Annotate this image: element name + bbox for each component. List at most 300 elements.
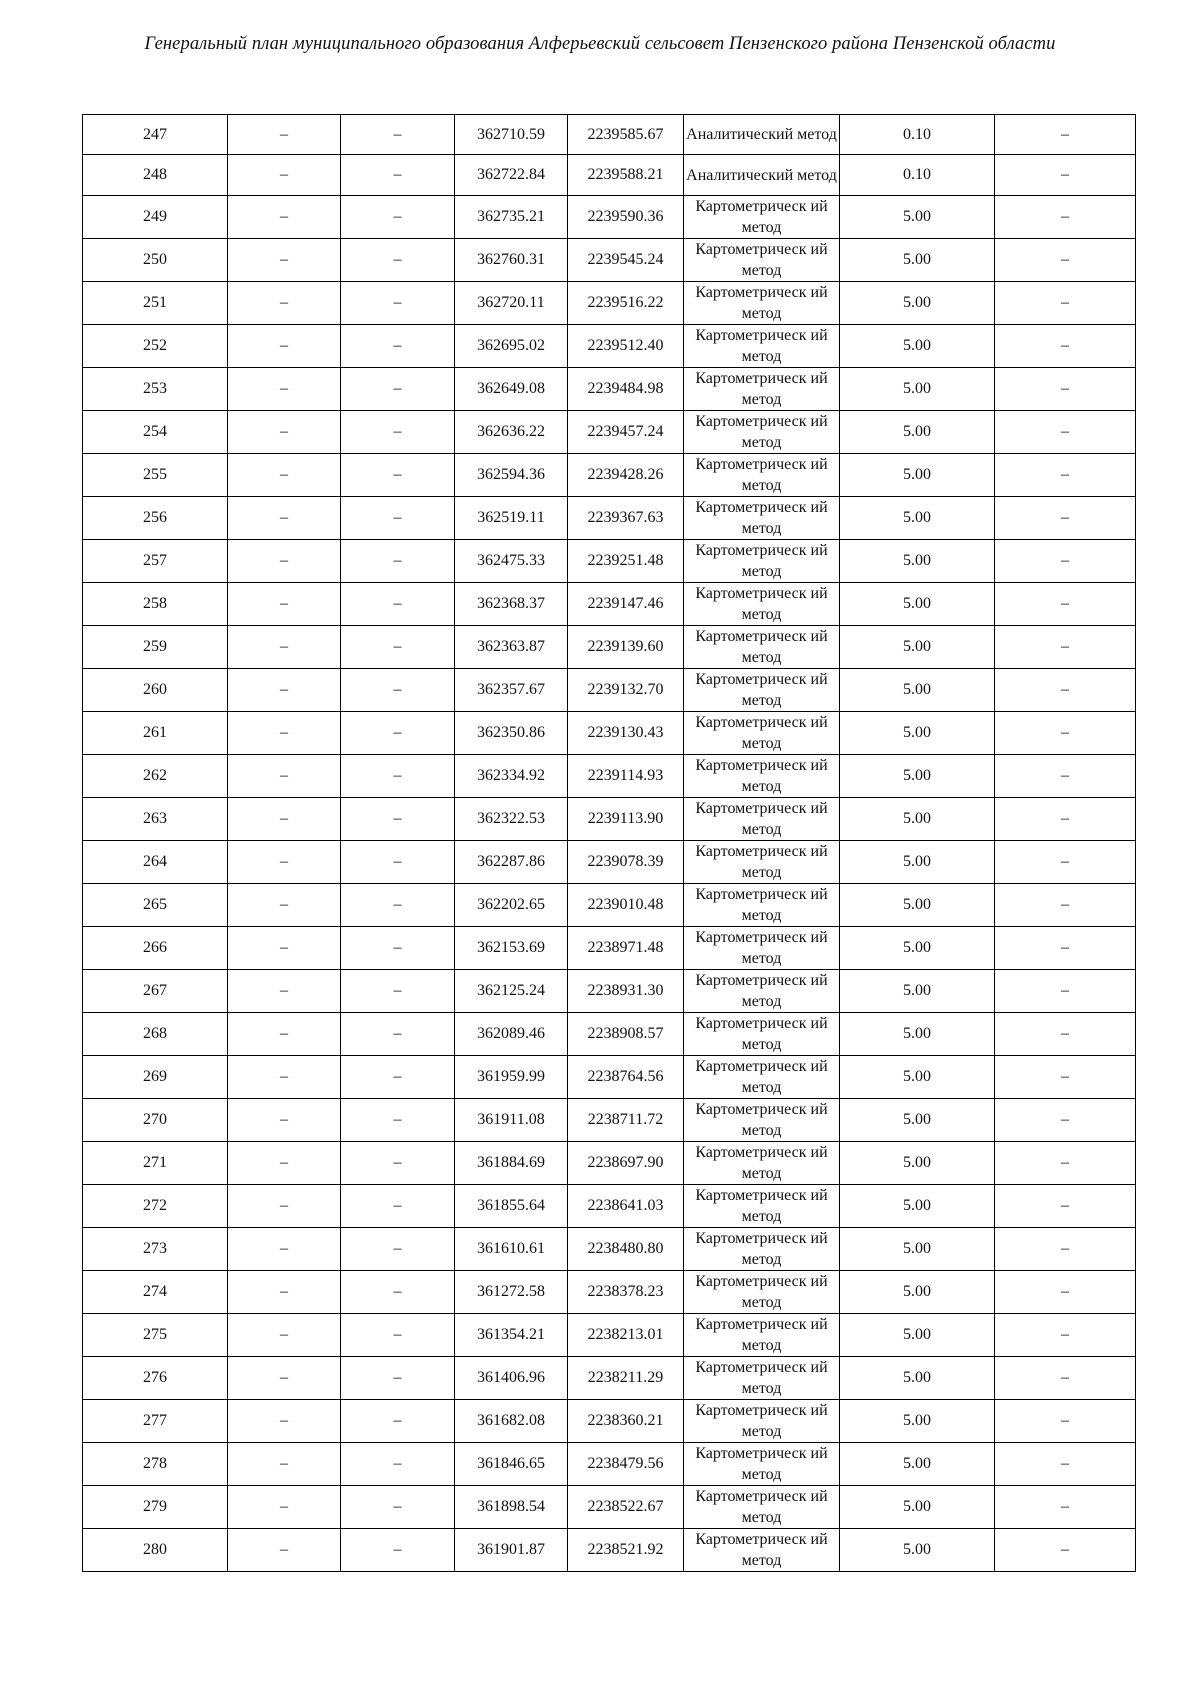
empty-cell: – — [228, 1442, 341, 1485]
point-number-cell: 253 — [83, 367, 228, 410]
empty-cell: – — [995, 840, 1136, 883]
empty-cell: – — [228, 1356, 341, 1399]
x-coordinate-cell: 362350.86 — [455, 711, 568, 754]
empty-cell: – — [995, 668, 1136, 711]
empty-cell: – — [228, 1141, 341, 1184]
x-coordinate-cell: 361901.87 — [455, 1528, 568, 1571]
method-cell: Картометрическ ий метод — [684, 797, 840, 840]
y-coordinate-cell: 2239078.39 — [568, 840, 684, 883]
empty-cell: – — [228, 797, 341, 840]
point-number-cell: 251 — [83, 281, 228, 324]
x-coordinate-cell: 362334.92 — [455, 754, 568, 797]
point-number-cell: 257 — [83, 539, 228, 582]
empty-cell: – — [995, 155, 1136, 195]
x-coordinate-cell: 361682.08 — [455, 1399, 568, 1442]
empty-cell: – — [995, 1442, 1136, 1485]
precision-cell: 5.00 — [840, 625, 995, 668]
x-coordinate-cell: 361884.69 — [455, 1141, 568, 1184]
table-row — [83, 1141, 1136, 1184]
y-coordinate-cell: 2239132.70 — [568, 668, 684, 711]
table-row — [83, 1485, 1136, 1528]
y-coordinate-cell: 2238697.90 — [568, 1141, 684, 1184]
empty-cell: – — [995, 115, 1136, 155]
empty-cell: – — [995, 1098, 1136, 1141]
table-row — [83, 453, 1136, 496]
table-row — [83, 195, 1136, 238]
empty-cell: – — [341, 238, 455, 281]
empty-cell: – — [995, 1055, 1136, 1098]
method-cell: Картометрическ ий метод — [684, 969, 840, 1012]
empty-cell: – — [995, 367, 1136, 410]
precision-cell: 5.00 — [840, 281, 995, 324]
x-coordinate-cell: 361911.08 — [455, 1098, 568, 1141]
point-number-cell: 258 — [83, 582, 228, 625]
y-coordinate-cell: 2239516.22 — [568, 281, 684, 324]
empty-cell: – — [341, 115, 455, 155]
point-number-cell: 280 — [83, 1528, 228, 1571]
empty-cell: – — [228, 1270, 341, 1313]
table-row — [83, 1098, 1136, 1141]
method-cell: Картометрическ ий метод — [684, 1184, 840, 1227]
empty-cell: – — [228, 926, 341, 969]
empty-cell: – — [995, 195, 1136, 238]
y-coordinate-cell: 2239512.40 — [568, 324, 684, 367]
point-number-cell: 265 — [83, 883, 228, 926]
empty-cell: – — [341, 1227, 455, 1270]
method-cell: Картометрическ ий метод — [684, 711, 840, 754]
table-row — [83, 367, 1136, 410]
point-number-cell: 269 — [83, 1055, 228, 1098]
point-number-cell: 250 — [83, 238, 228, 281]
table-row — [83, 1528, 1136, 1571]
table-row — [83, 410, 1136, 453]
table-row — [83, 115, 1136, 155]
empty-cell: – — [341, 625, 455, 668]
empty-cell: – — [341, 1356, 455, 1399]
precision-cell: 5.00 — [840, 1227, 995, 1270]
empty-cell: – — [228, 840, 341, 883]
x-coordinate-cell: 361959.99 — [455, 1055, 568, 1098]
empty-cell: – — [228, 324, 341, 367]
y-coordinate-cell: 2239590.36 — [568, 195, 684, 238]
table-row — [83, 281, 1136, 324]
empty-cell: – — [995, 711, 1136, 754]
empty-cell: – — [995, 969, 1136, 1012]
precision-cell: 5.00 — [840, 926, 995, 969]
table-row — [83, 238, 1136, 281]
method-cell: Картометрическ ий метод — [684, 840, 840, 883]
empty-cell: – — [995, 754, 1136, 797]
y-coordinate-cell: 2238213.01 — [568, 1313, 684, 1356]
precision-cell: 5.00 — [840, 1399, 995, 1442]
x-coordinate-cell: 361406.96 — [455, 1356, 568, 1399]
y-coordinate-cell: 2239139.60 — [568, 625, 684, 668]
y-coordinate-cell: 2238521.92 — [568, 1528, 684, 1571]
point-number-cell: 275 — [83, 1313, 228, 1356]
empty-cell: – — [341, 797, 455, 840]
empty-cell: – — [228, 453, 341, 496]
table-row — [83, 582, 1136, 625]
table-row — [83, 155, 1136, 195]
point-number-cell: 270 — [83, 1098, 228, 1141]
x-coordinate-cell: 361354.21 — [455, 1313, 568, 1356]
empty-cell: – — [995, 797, 1136, 840]
empty-cell: – — [995, 1528, 1136, 1571]
table-row — [83, 625, 1136, 668]
method-cell: Картометрическ ий метод — [684, 367, 840, 410]
method-cell: Картометрическ ий метод — [684, 1442, 840, 1485]
method-cell: Картометрическ ий метод — [684, 582, 840, 625]
empty-cell: – — [228, 1012, 341, 1055]
empty-cell: – — [228, 238, 341, 281]
empty-cell: – — [995, 281, 1136, 324]
empty-cell: – — [995, 1399, 1136, 1442]
empty-cell: – — [995, 496, 1136, 539]
point-number-cell: 271 — [83, 1141, 228, 1184]
point-number-cell: 249 — [83, 195, 228, 238]
x-coordinate-cell: 362735.21 — [455, 195, 568, 238]
precision-cell: 5.00 — [840, 1485, 995, 1528]
x-coordinate-cell: 362125.24 — [455, 969, 568, 1012]
point-number-cell: 247 — [83, 115, 228, 155]
x-coordinate-cell: 362202.65 — [455, 883, 568, 926]
y-coordinate-cell: 2239010.48 — [568, 883, 684, 926]
empty-cell: – — [341, 668, 455, 711]
point-number-cell: 278 — [83, 1442, 228, 1485]
empty-cell: – — [341, 281, 455, 324]
empty-cell: – — [341, 1012, 455, 1055]
empty-cell: – — [228, 969, 341, 1012]
precision-cell: 5.00 — [840, 883, 995, 926]
empty-cell: – — [341, 1270, 455, 1313]
x-coordinate-cell: 362722.84 — [455, 155, 568, 195]
table-row — [83, 711, 1136, 754]
empty-cell: – — [341, 1098, 455, 1141]
empty-cell: – — [341, 754, 455, 797]
empty-cell: – — [341, 840, 455, 883]
x-coordinate-cell: 362636.22 — [455, 410, 568, 453]
empty-cell: – — [341, 1528, 455, 1571]
empty-cell: – — [995, 453, 1136, 496]
point-number-cell: 266 — [83, 926, 228, 969]
precision-cell: 5.00 — [840, 1270, 995, 1313]
empty-cell: – — [341, 582, 455, 625]
empty-cell: – — [341, 410, 455, 453]
method-cell: Картометрическ ий метод — [684, 1055, 840, 1098]
method-cell: Картометрическ ий метод — [684, 1227, 840, 1270]
y-coordinate-cell: 2239147.46 — [568, 582, 684, 625]
y-coordinate-cell: 2239484.98 — [568, 367, 684, 410]
empty-cell: – — [341, 539, 455, 582]
x-coordinate-cell: 361855.64 — [455, 1184, 568, 1227]
y-coordinate-cell: 2239130.43 — [568, 711, 684, 754]
empty-cell: – — [228, 1227, 341, 1270]
precision-cell: 5.00 — [840, 410, 995, 453]
method-cell: Аналитический метод — [684, 115, 840, 155]
precision-cell: 0.10 — [840, 115, 995, 155]
method-cell: Картометрическ ий метод — [684, 238, 840, 281]
precision-cell: 5.00 — [840, 1141, 995, 1184]
point-number-cell: 277 — [83, 1399, 228, 1442]
empty-cell: – — [228, 1184, 341, 1227]
y-coordinate-cell: 2238931.30 — [568, 969, 684, 1012]
x-coordinate-cell: 362322.53 — [455, 797, 568, 840]
point-number-cell: 259 — [83, 625, 228, 668]
method-cell: Картометрическ ий метод — [684, 1270, 840, 1313]
precision-cell: 5.00 — [840, 1098, 995, 1141]
table-row — [83, 1313, 1136, 1356]
empty-cell: – — [995, 582, 1136, 625]
method-cell: Картометрическ ий метод — [684, 1356, 840, 1399]
table-row — [83, 324, 1136, 367]
empty-cell: – — [995, 1227, 1136, 1270]
x-coordinate-cell: 361272.58 — [455, 1270, 568, 1313]
y-coordinate-cell: 2238711.72 — [568, 1098, 684, 1141]
y-coordinate-cell: 2238522.67 — [568, 1485, 684, 1528]
x-coordinate-cell: 362089.46 — [455, 1012, 568, 1055]
x-coordinate-cell: 362695.02 — [455, 324, 568, 367]
x-coordinate-cell: 362760.31 — [455, 238, 568, 281]
empty-cell: – — [995, 625, 1136, 668]
y-coordinate-cell: 2239114.93 — [568, 754, 684, 797]
y-coordinate-cell: 2238764.56 — [568, 1055, 684, 1098]
y-coordinate-cell: 2238908.57 — [568, 1012, 684, 1055]
empty-cell: – — [228, 1055, 341, 1098]
table-row — [83, 1442, 1136, 1485]
y-coordinate-cell: 2239113.90 — [568, 797, 684, 840]
precision-cell: 5.00 — [840, 1356, 995, 1399]
method-cell: Картометрическ ий метод — [684, 926, 840, 969]
precision-cell: 5.00 — [840, 1313, 995, 1356]
y-coordinate-cell: 2238360.21 — [568, 1399, 684, 1442]
method-cell: Картометрическ ий метод — [684, 754, 840, 797]
precision-cell: 5.00 — [840, 496, 995, 539]
empty-cell: – — [341, 453, 455, 496]
method-cell: Картометрическ ий метод — [684, 496, 840, 539]
method-cell: Аналитический метод — [684, 155, 840, 195]
x-coordinate-cell: 362368.37 — [455, 582, 568, 625]
table-row — [83, 883, 1136, 926]
empty-cell: – — [228, 195, 341, 238]
empty-cell: – — [995, 1012, 1136, 1055]
precision-cell: 0.10 — [840, 155, 995, 195]
point-number-cell: 261 — [83, 711, 228, 754]
table-row — [83, 1227, 1136, 1270]
point-number-cell: 254 — [83, 410, 228, 453]
empty-cell: – — [228, 754, 341, 797]
empty-cell: – — [995, 324, 1136, 367]
point-number-cell: 279 — [83, 1485, 228, 1528]
empty-cell: – — [228, 1399, 341, 1442]
empty-cell: – — [228, 539, 341, 582]
empty-cell: – — [341, 1055, 455, 1098]
y-coordinate-cell: 2238480.80 — [568, 1227, 684, 1270]
x-coordinate-cell: 362649.08 — [455, 367, 568, 410]
x-coordinate-cell: 362153.69 — [455, 926, 568, 969]
method-cell: Картометрическ ий метод — [684, 668, 840, 711]
precision-cell: 5.00 — [840, 797, 995, 840]
precision-cell: 5.00 — [840, 969, 995, 1012]
empty-cell: – — [228, 1098, 341, 1141]
point-number-cell: 272 — [83, 1184, 228, 1227]
empty-cell: – — [341, 1184, 455, 1227]
empty-cell: – — [228, 711, 341, 754]
empty-cell: – — [995, 1141, 1136, 1184]
empty-cell: – — [228, 155, 341, 195]
empty-cell: – — [341, 1313, 455, 1356]
point-number-cell: 267 — [83, 969, 228, 1012]
x-coordinate-cell: 362287.86 — [455, 840, 568, 883]
table-body — [83, 115, 1136, 1572]
precision-cell: 5.00 — [840, 1055, 995, 1098]
empty-cell: – — [341, 324, 455, 367]
y-coordinate-cell: 2239588.21 — [568, 155, 684, 195]
empty-cell: – — [228, 496, 341, 539]
x-coordinate-cell: 361610.61 — [455, 1227, 568, 1270]
point-number-cell: 274 — [83, 1270, 228, 1313]
precision-cell: 5.00 — [840, 1442, 995, 1485]
table-row — [83, 1356, 1136, 1399]
y-coordinate-cell: 2239428.26 — [568, 453, 684, 496]
empty-cell: – — [341, 155, 455, 195]
empty-cell: – — [341, 195, 455, 238]
precision-cell: 5.00 — [840, 840, 995, 883]
table-row — [83, 1184, 1136, 1227]
table-row — [83, 1055, 1136, 1098]
point-number-cell: 260 — [83, 668, 228, 711]
method-cell: Картометрическ ий метод — [684, 1528, 840, 1571]
y-coordinate-cell: 2239585.67 — [568, 115, 684, 155]
empty-cell: – — [228, 115, 341, 155]
precision-cell: 5.00 — [840, 1012, 995, 1055]
method-cell: Картометрическ ий метод — [684, 1485, 840, 1528]
precision-cell: 5.00 — [840, 324, 995, 367]
y-coordinate-cell: 2239367.63 — [568, 496, 684, 539]
method-cell: Картометрическ ий метод — [684, 1098, 840, 1141]
empty-cell: – — [995, 1184, 1136, 1227]
method-cell: Картометрическ ий метод — [684, 195, 840, 238]
y-coordinate-cell: 2238479.56 — [568, 1442, 684, 1485]
method-cell: Картометрическ ий метод — [684, 1399, 840, 1442]
method-cell: Картометрическ ий метод — [684, 324, 840, 367]
precision-cell: 5.00 — [840, 195, 995, 238]
point-number-cell: 264 — [83, 840, 228, 883]
table-row — [83, 539, 1136, 582]
empty-cell: – — [341, 926, 455, 969]
precision-cell: 5.00 — [840, 711, 995, 754]
empty-cell: – — [995, 1485, 1136, 1528]
method-cell: Картометрическ ий метод — [684, 453, 840, 496]
table-row — [83, 668, 1136, 711]
empty-cell: – — [995, 1270, 1136, 1313]
method-cell: Картометрическ ий метод — [684, 410, 840, 453]
empty-cell: – — [341, 969, 455, 1012]
empty-cell: – — [995, 1313, 1136, 1356]
point-number-cell: 256 — [83, 496, 228, 539]
precision-cell: 5.00 — [840, 539, 995, 582]
method-cell: Картометрическ ий метод — [684, 1313, 840, 1356]
page-header-title: Генеральный план муниципального образования Алферьевский сельсовет Пензенского района Пензенской области — [144, 34, 1056, 54]
method-cell: Картометрическ ий метод — [684, 281, 840, 324]
precision-cell: 5.00 — [840, 1184, 995, 1227]
y-coordinate-cell: 2238378.23 — [568, 1270, 684, 1313]
empty-cell: – — [995, 926, 1136, 969]
y-coordinate-cell: 2239457.24 — [568, 410, 684, 453]
precision-cell: 5.00 — [840, 582, 995, 625]
empty-cell: – — [995, 539, 1136, 582]
empty-cell: – — [228, 367, 341, 410]
table-row — [83, 754, 1136, 797]
precision-cell: 5.00 — [840, 668, 995, 711]
empty-cell: – — [341, 1442, 455, 1485]
y-coordinate-cell: 2239251.48 — [568, 539, 684, 582]
empty-cell: – — [341, 1141, 455, 1184]
empty-cell: – — [341, 367, 455, 410]
y-coordinate-cell: 2238971.48 — [568, 926, 684, 969]
table-row — [83, 969, 1136, 1012]
point-number-cell: 248 — [83, 155, 228, 195]
x-coordinate-cell: 362363.87 — [455, 625, 568, 668]
empty-cell: – — [228, 281, 341, 324]
point-number-cell: 255 — [83, 453, 228, 496]
point-number-cell: 252 — [83, 324, 228, 367]
y-coordinate-cell: 2238211.29 — [568, 1356, 684, 1399]
empty-cell: – — [228, 1528, 341, 1571]
coordinates-table — [82, 114, 1136, 1572]
point-number-cell: 268 — [83, 1012, 228, 1055]
empty-cell: – — [341, 711, 455, 754]
table-row — [83, 1012, 1136, 1055]
table-row — [83, 797, 1136, 840]
x-coordinate-cell: 362519.11 — [455, 496, 568, 539]
precision-cell: 5.00 — [840, 367, 995, 410]
method-cell: Картометрическ ий метод — [684, 1012, 840, 1055]
empty-cell: – — [995, 410, 1136, 453]
empty-cell: – — [228, 410, 341, 453]
empty-cell: – — [341, 883, 455, 926]
point-number-cell: 273 — [83, 1227, 228, 1270]
y-coordinate-cell: 2238641.03 — [568, 1184, 684, 1227]
empty-cell: – — [341, 1399, 455, 1442]
empty-cell: – — [995, 1356, 1136, 1399]
method-cell: Картометрическ ий метод — [684, 883, 840, 926]
table-row — [83, 840, 1136, 883]
point-number-cell: 262 — [83, 754, 228, 797]
x-coordinate-cell: 361898.54 — [455, 1485, 568, 1528]
empty-cell: – — [995, 883, 1136, 926]
empty-cell: – — [228, 883, 341, 926]
x-coordinate-cell: 362357.67 — [455, 668, 568, 711]
empty-cell: – — [228, 625, 341, 668]
x-coordinate-cell: 362594.36 — [455, 453, 568, 496]
point-number-cell: 263 — [83, 797, 228, 840]
precision-cell: 5.00 — [840, 238, 995, 281]
x-coordinate-cell: 362710.59 — [455, 115, 568, 155]
empty-cell: – — [228, 582, 341, 625]
table-row — [83, 1399, 1136, 1442]
empty-cell: – — [995, 238, 1136, 281]
empty-cell: – — [341, 1485, 455, 1528]
empty-cell: – — [228, 668, 341, 711]
x-coordinate-cell: 362475.33 — [455, 539, 568, 582]
empty-cell: – — [341, 496, 455, 539]
empty-cell: – — [228, 1485, 341, 1528]
precision-cell: 5.00 — [840, 453, 995, 496]
point-number-cell: 276 — [83, 1356, 228, 1399]
precision-cell: 5.00 — [840, 754, 995, 797]
method-cell: Картометрическ ий метод — [684, 625, 840, 668]
table-row — [83, 1270, 1136, 1313]
